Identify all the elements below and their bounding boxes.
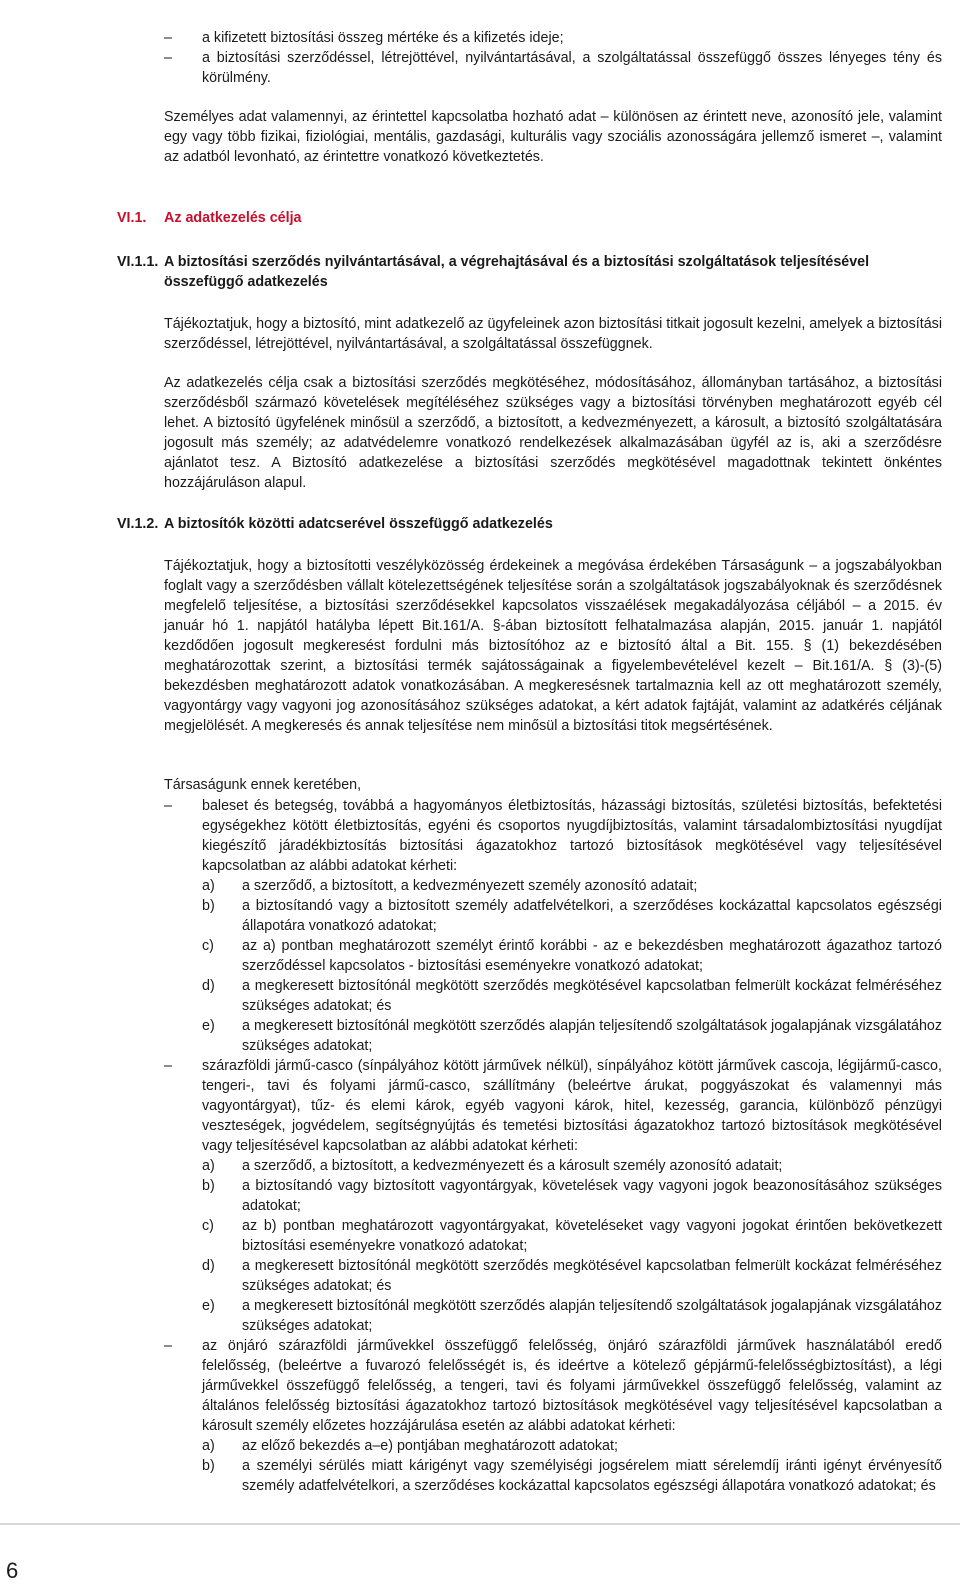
item-text: a megkeresett biztosítónál megkötött szerződés alapján teljesítendő szolgáltatások jogalapjának vizsgálatához szükséges adatokat; — [242, 1018, 942, 1054]
item-label: b) — [202, 1458, 215, 1474]
list-item — [164, 28, 942, 48]
personal-data-paragraph: Személyes adat valamennyi, az érintettel kapcsolatba hozható adat – különösen az érintett neve, azonosító jele, valamint egy vagy több fizikai, fiziológiai, mentális, gazdasági, kulturális vagy szociális azonosságára jellemző ismeret –, valamint az adatból levonható, az érintettre vonatkozó következtetés. — [164, 109, 942, 165]
list-item — [202, 1256, 942, 1296]
top-bullet-list — [164, 28, 942, 88]
item-text: a biztosítandó vagy a biztosított személy adatfelvételkori, a szerződéses kockázattal kapcsolatos egészségi állapotára vonatkozó adatokat; — [242, 898, 942, 934]
data-request-groups — [164, 796, 942, 1496]
item-label: c) — [202, 938, 214, 954]
section-number: VI.1. — [117, 210, 147, 226]
item-label: b) — [202, 1178, 215, 1194]
paragraph: Tájékoztatjuk, hogy a biztosító, mint adatkezelő az ügyfeleinek azon biztosítási titkait jogosult kezelni, amelyek a biztosítási szerződéssel, létrejöttével, nyilvántartásával, a szolgáltatással összefüggnek. — [164, 316, 942, 352]
item-text: a megkeresett biztosítónál megkötött szerződés megkötésével kapcsolatban felmerült kockázat felméréséhez szükséges adatokat; és — [242, 978, 942, 1014]
group-text: szárazföldi jármű-casco (sínpályához kötött járművek nélkül), sínpályához kötött járművek cascoja, légijármű-casco, tengeri-, tavi és folyami jármű-casco, szállítmány (beleértve árukat, poggyászokat és valamennyi más vagyontárgyat), tűz- és elemi károk, egyéb vagyoni károk, hitel, kezesség, garancia, különböző pénzügyi veszteségek, jogvédelem, segítségnyújtás és temetési biztosítási ágazatokhoz tartozó biztosítások megkötésével vagy teljesítésével kapcsolatban az alábbi adatokat kérheti: — [202, 1058, 942, 1154]
list-item — [202, 1176, 942, 1216]
group-item — [164, 1336, 942, 1496]
list-item — [202, 1016, 942, 1056]
list-item — [202, 1156, 942, 1176]
subsection-number: VI.1.1. — [117, 254, 159, 270]
list-item — [202, 1436, 942, 1456]
item-text: az előző bekezdés a–e) pontjában meghatározott adatokat; — [242, 1438, 618, 1454]
dash-marker: – — [164, 1338, 172, 1354]
bullet-text: a biztosítási szerződéssel, létrejöttével, nyilvántartásával, a szolgáltatással összefüggő összes lényeges tény és körülmény. — [202, 50, 942, 86]
item-text: a megkeresett biztosítónál megkötött szerződés megkötésével kapcsolatban felmerült kockázat felméréséhez szükséges adatokat; és — [242, 1258, 942, 1294]
item-label: e) — [202, 1298, 215, 1314]
footer-divider — [0, 1523, 960, 1525]
item-text: a szerződő, a biztosított, a kedvezményezett személy azonosító adatait; — [242, 878, 698, 894]
item-label: a) — [202, 878, 215, 894]
item-text: a megkeresett biztosítónál megkötött szerződés alapján teljesítendő szolgáltatások jogalapjának vizsgálatához szükséges adatokat; — [242, 1298, 942, 1334]
group-text: baleset és betegség, továbbá a hagyományos életbiztosítás, házassági biztosítás, születési biztosítás, befektetési egységekhez kötött életbiztosítás, egyéni és csoportos nyugdíjbiztosítás, valamint társadalombiztosítási nyugdíjat kiegészítő járadékbiztosítás biztosítási ágazatokhoz tartozó biztosítások megkötésével vagy teljesítésével kapcsolatban az alábbi adatokat kérheti: — [202, 798, 942, 874]
item-text: a szerződő, a biztosított, a kedvezményezett és a károsult személy azonosító adatait; — [242, 1158, 783, 1174]
subsection-number: VI.1.2. — [117, 516, 159, 532]
intro-text: Társaságunk ennek keretében, — [164, 777, 362, 793]
section-title: Az adatkezelés célja — [164, 210, 302, 226]
list-item — [202, 936, 942, 976]
list-item — [202, 896, 942, 936]
item-text: az b) pontban meghatározott vagyontárgyakat, követeléseket vagy vagyoni jogokat érintően bekövetkezett biztosítási eseményekre vonatkozó adatokat; — [242, 1218, 942, 1254]
dash-marker: – — [164, 798, 172, 814]
subsection-title: A biztosítási szerződés nyilvántartásával, a végrehajtásával és a biztosítási szolgáltatások teljesítésével összefüggő adatkezelés — [164, 254, 870, 290]
list-item — [202, 976, 942, 1016]
item-label: d) — [202, 978, 215, 994]
page-number: 6 — [6, 1558, 19, 1583]
list-item — [164, 48, 942, 88]
item-label: d) — [202, 1258, 215, 1274]
paragraph: Tájékoztatjuk, hogy a biztosítotti veszélyközösség érdekeinek a megóvása érdekében Társaságunk – a jogszabályokban foglalt vagy a szerződésben vállalt kötelezettségének teljesítése során a szolgáltatások jogszabályoknak és szerződésnek megfelelő teljesítése, a biztosítási szerződésekkel kapcsolatos visszaélések megakadályozása céljából – a 2015. év január hó 1. napjától hatályba lépett Bit.161/A. §-ában biztosított felhatalmazása alapján, 2015. január 1. napjától kezdődően jogosult megkeresést fordulni más biztosítóhoz az e biztosító által a Bit. 155. § (1) bekezdésében meghatározottak szerint, a biztosítási termék sajátosságainak a figyelembevételével kezelt – Bit.161/A. § (3)-(5) bekezdésben meghatározott adatok vonatkozásában. A megkeresésnek tartalmaznia kell az ott meghatározott személy, vagyontárgy vagy vagyoni jog azonosításához szükséges adatokat, a kért adatok fajtáját, valamint az adatkérés céljának megjelölését. A megkeresés és annak teljesítése nem minősül a biztosítási titok megsértésének. — [164, 558, 942, 734]
list-item — [202, 1296, 942, 1336]
bullet-text: a kifizetett biztosítási összeg mértéke és a kifizetés ideje; — [202, 30, 564, 46]
subsection-title: A biztosítók közötti adatcserével összefüggő adatkezelés — [164, 516, 553, 532]
item-label: a) — [202, 1158, 215, 1174]
item-text: a biztosítandó vagy biztosított vagyontárgyak, követelések vagy vagyoni jogok beazonosításához szükséges adatokat; — [242, 1178, 942, 1214]
dash-marker: – — [164, 1058, 172, 1074]
list-item — [202, 876, 942, 896]
item-text: a személyi sérülés miatt kárigényt vagy személyiségi jogsérelem miatt sérelemdíj iránti igényt érvényesítő személy adatfelvételkori, a szerződéses kockázattal kapcsolatos egészségi állapotára vonatkozó adatokat; és — [242, 1458, 942, 1494]
item-label: c) — [202, 1218, 214, 1234]
list-item — [202, 1216, 942, 1256]
item-text: az a) pontban meghatározott személyt érintő korábbi - az e bekezdésben meghatározott ágazathoz tartozó szerződéssel kapcsolatos - biztosítási eseményekre vonatkozó adatokat; — [242, 938, 942, 974]
dash-marker: – — [164, 50, 172, 66]
item-label: a) — [202, 1438, 215, 1454]
paragraph: Az adatkezelés célja csak a biztosítási szerződés megkötéséhez, módosításához, állományban tartásához, a biztosítási szerződésből származó követelések megítéléséhez szükséges vagy a biztosítási törvényben meghatározott egyéb cél lehet. A biztosító ügyfelének minősül a szerződő, a biztosított, a kedvezményezett, a károsult, a biztosító szolgáltatására jogosult más személy; az adatvédelemre vonatkozó rendelkezések alkalmazásában ügyfél az is, aki a szerződésre ajánlatot tesz. A Biztosító adatkezelése a biztosítási szerződés megkötésével magadottnak tekintett önkéntes hozzájáruláson alapul. — [164, 375, 942, 491]
group-text: az önjáró szárazföldi járművekkel összefüggő felelősség, önjáró szárazföldi járművek használatából eredő felelősség, (beleértve a fuvarozó felelősségét is, és ideértve a kötelező gépjármű-felelősségbiztosítást), a légi járművekkel összefüggő felelősség, a tengeri, tavi és folyami járművekkel összefüggő felelősség, valamint az általános felelősség biztosítási ágazatokhoz tartozó biztosítások megkötésével vagy teljesítésével kapcsolatban a károsult személy előzetes hozzájárulása esetén az alábbi adatokat kérheti: — [202, 1338, 942, 1434]
group-item — [164, 796, 942, 1056]
group-item — [164, 1056, 942, 1336]
item-label: b) — [202, 898, 215, 914]
item-label: e) — [202, 1018, 215, 1034]
dash-marker: – — [164, 30, 172, 46]
list-item — [202, 1456, 942, 1496]
